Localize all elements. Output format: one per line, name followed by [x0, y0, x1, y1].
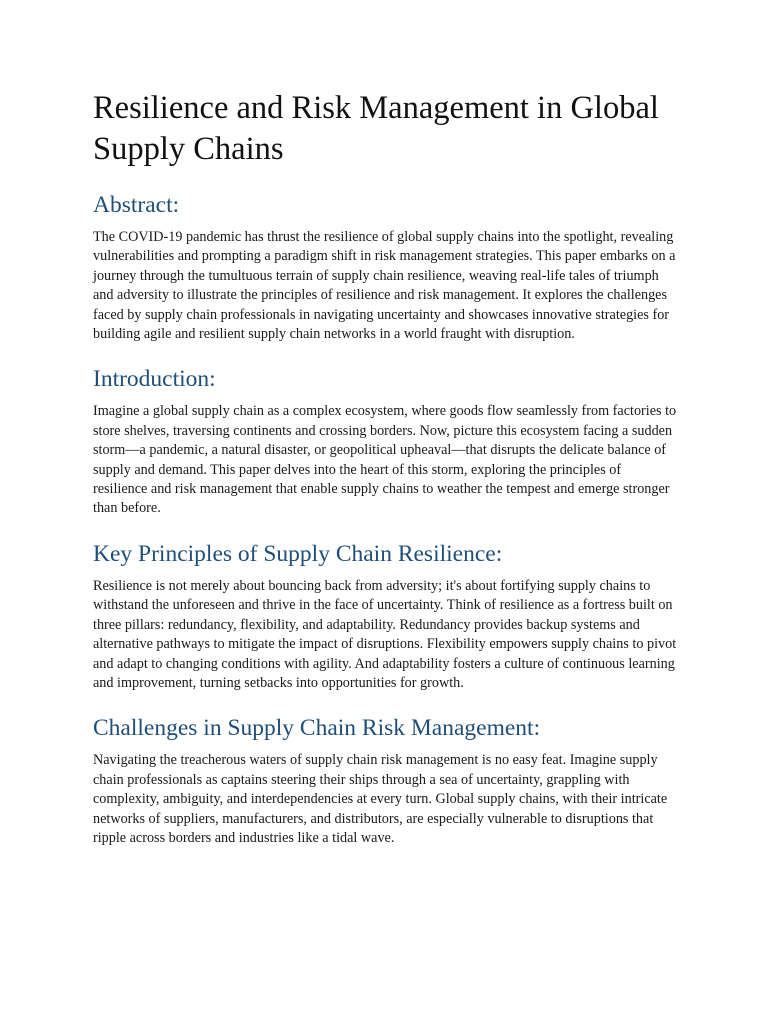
section-key-principles	[93, 539, 678, 693]
section-body-introduction: Imagine a global supply chain as a complex ecosystem, where goods flow seamlessly from factories to store shelves, traversing continents and crossing borders. Now, picture this ecosystem facing a sudden storm—a pandemic, a natural disaster, or geopolitical upheaval—that disrupts the delicate balance of supply and demand. This paper delves into the heart of this storm, exploring the principles of resilience and risk management that enable supply chains to weather the tempest and emerge stronger than before.	[93, 403, 677, 517]
section-body-abstract: The COVID-19 pandemic has thrust the resilience of global supply chains into the spotlight, revealing vulnerabilities and prompting a paradigm shift in risk management strategies. This paper embarks on a journey through the tumultuous terrain of supply chain resilience, weaving real-life tales of triumph and adversity to illustrate the principles of resilience and risk management. It explores the challenges faced by supply chain professionals in navigating uncertainty and showcases innovative strategies for building agile and resilient supply chain networks in a world fraught with disruption.	[93, 229, 676, 343]
document-title: Resilience and Risk Management in Global Supply Chains	[93, 90, 659, 167]
section-heading-key-principles: Key Principles of Supply Chain Resilience:	[93, 540, 503, 567]
section-heading-introduction: Introduction:	[93, 366, 216, 393]
section-body-key-principles: Resilience is not merely about bouncing back from adversity; it's about fortifying supply chains to withstand the unforeseen and thrive in the face of uncertainty. Think of resilience as a fortress built on three pillars: redundancy, flexibility, and adaptability. Redundancy provides backup systems and alternative pathways to mitigate the impact of disruptions. Flexibility empowers supply chains to pivot and adapt to changing conditions with agility. And adaptability fosters a culture of continuous learning and improvement, turning setbacks into opportunities for growth.	[93, 577, 677, 691]
section-introduction	[93, 364, 678, 518]
section-heading-challenges: Challenges in Supply Chain Risk Management:	[93, 715, 541, 742]
section-abstract	[93, 190, 678, 344]
section-challenges	[93, 713, 678, 848]
section-body-challenges: Navigating the treacherous waters of supply chain risk management is no easy feat. Imagine supply chain professionals as captains steering their ships through a sea of uncertainty, grappling with complexity, ambiguity, and interdependencies at every turn. Global supply chains, with their intricate networks of suppliers, manufacturers, and distributors, are especially vulnerable to disruptions that ripple across borders and industries like a tidal wave.	[93, 752, 668, 846]
section-heading-abstract: Abstract:	[93, 192, 180, 218]
